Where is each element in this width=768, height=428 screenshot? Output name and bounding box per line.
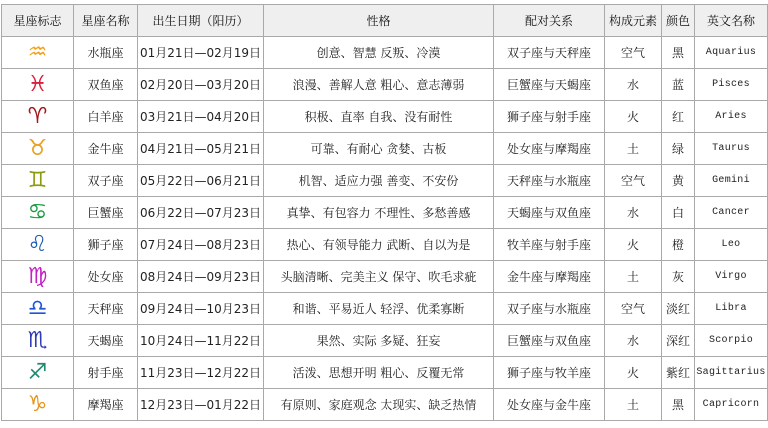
table-row [2, 133, 768, 165]
personality: 有原则、家庭观念 太现实、缺乏热情 [264, 389, 494, 421]
english-name: Virgo [695, 261, 768, 293]
personality: 头脑清晰、完美主义 保守、吹毛求疵 [264, 261, 494, 293]
compatible-signs: 天秤座与水瓶座 [494, 165, 605, 197]
personality: 真挚、有包容力 不理性、多愁善感 [264, 197, 494, 229]
english-name: Taurus [695, 133, 768, 165]
symbol-cell [2, 293, 74, 325]
symbol-cell [2, 197, 74, 229]
sign-name: 狮子座 [74, 229, 138, 261]
english-name: Gemini [695, 165, 768, 197]
table-row [2, 261, 768, 293]
sign-name: 天秤座 [74, 293, 138, 325]
color: 紫红 [662, 357, 695, 389]
virgo-icon: ♍︎ [27, 263, 48, 289]
symbol-cell [2, 261, 74, 293]
compatible-signs: 金牛座与摩羯座 [494, 261, 605, 293]
header-english-name: 英文名称 [695, 5, 768, 37]
color: 橙 [662, 229, 695, 261]
sign-name: 白羊座 [74, 101, 138, 133]
table-row [2, 69, 768, 101]
compatible-signs: 双子座与水瓶座 [494, 293, 605, 325]
birth-dates: 01月21日—02月19日 [138, 37, 264, 69]
color: 绿 [662, 133, 695, 165]
personality: 机智、适应力强 善变、不安份 [264, 165, 494, 197]
birth-dates: 10月24日—11月22日 [138, 325, 264, 357]
color: 黑 [662, 37, 695, 69]
sign-name: 射手座 [74, 357, 138, 389]
sign-name: 水瓶座 [74, 37, 138, 69]
personality: 可靠、有耐心 贪婪、古板 [264, 133, 494, 165]
header-symbol: 星座标志 [2, 5, 74, 37]
birth-dates: 12月23日—01月22日 [138, 389, 264, 421]
color: 白 [662, 197, 695, 229]
birth-dates: 04月21日—05月21日 [138, 133, 264, 165]
color: 深红 [662, 325, 695, 357]
element: 火 [605, 357, 662, 389]
element: 火 [605, 101, 662, 133]
english-name: Cancer [695, 197, 768, 229]
personality: 创意、智慧 反叛、冷漠 [264, 37, 494, 69]
element: 空气 [605, 165, 662, 197]
element: 空气 [605, 293, 662, 325]
birth-dates: 09月24日—10月23日 [138, 293, 264, 325]
cancer-icon: ♋︎ [27, 199, 48, 225]
symbol-cell [2, 229, 74, 261]
birth-dates: 06月22日—07月23日 [138, 197, 264, 229]
leo-icon: ♌︎ [27, 231, 48, 257]
sign-name: 天蝎座 [74, 325, 138, 357]
symbol-cell [2, 165, 74, 197]
compatible-signs: 处女座与金牛座 [494, 389, 605, 421]
compatible-signs: 巨蟹座与天蝎座 [494, 69, 605, 101]
sign-name: 摩羯座 [74, 389, 138, 421]
header-color: 颜色 [662, 5, 695, 37]
sign-name: 双子座 [74, 165, 138, 197]
sign-name: 巨蟹座 [74, 197, 138, 229]
symbol-cell [2, 133, 74, 165]
compatible-signs: 双子座与天秤座 [494, 37, 605, 69]
compatible-signs: 处女座与摩羯座 [494, 133, 605, 165]
table-row [2, 389, 768, 421]
table-row [2, 293, 768, 325]
birth-dates: 07月24日—08月23日 [138, 229, 264, 261]
element: 土 [605, 389, 662, 421]
color: 灰 [662, 261, 695, 293]
color: 黑 [662, 389, 695, 421]
capricorn-icon: ♑︎ [27, 391, 48, 417]
sign-name: 双鱼座 [74, 69, 138, 101]
symbol-cell [2, 37, 74, 69]
compatible-signs: 狮子座与牧羊座 [494, 357, 605, 389]
element: 水 [605, 197, 662, 229]
aquarius-icon: ♒︎ [27, 39, 48, 65]
personality: 积极、直率 自我、没有耐性 [264, 101, 494, 133]
color: 红 [662, 101, 695, 133]
element: 空气 [605, 37, 662, 69]
english-name: Sagittarius [695, 357, 768, 389]
compatible-signs: 狮子座与射手座 [494, 101, 605, 133]
element: 土 [605, 261, 662, 293]
personality: 浪漫、善解人意 粗心、意志薄弱 [264, 69, 494, 101]
personality: 活泼、思想开明 粗心、反覆无常 [264, 357, 494, 389]
element: 土 [605, 133, 662, 165]
header-row [2, 5, 768, 37]
symbol-cell [2, 69, 74, 101]
color: 黄 [662, 165, 695, 197]
element: 火 [605, 229, 662, 261]
color: 蓝 [662, 69, 695, 101]
element: 水 [605, 325, 662, 357]
birth-dates: 11月23日—12月22日 [138, 357, 264, 389]
header-sign-name: 星座名称 [74, 5, 138, 37]
personality: 果然、实际 多疑、狂妄 [264, 325, 494, 357]
english-name: Leo [695, 229, 768, 261]
header-compatibility: 配对关系 [494, 5, 605, 37]
birth-dates: 05月22日—06月21日 [138, 165, 264, 197]
zodiac-table [1, 4, 768, 421]
personality: 热心、有领导能力 武断、自以为是 [264, 229, 494, 261]
personality: 和谐、平易近人 轻浮、优柔寡断 [264, 293, 494, 325]
header-personality: 性格 [264, 5, 494, 37]
table-row [2, 197, 768, 229]
table-row [2, 325, 768, 357]
element: 水 [605, 69, 662, 101]
symbol-cell [2, 389, 74, 421]
english-name: Scorpio [695, 325, 768, 357]
birth-dates: 02月20日—03月20日 [138, 69, 264, 101]
libra-icon: ♎︎ [27, 295, 48, 321]
sign-name: 处女座 [74, 261, 138, 293]
taurus-icon: ♉︎ [27, 135, 48, 161]
table-row [2, 229, 768, 261]
english-name: Pisces [695, 69, 768, 101]
compatible-signs: 牧羊座与射手座 [494, 229, 605, 261]
sign-name: 金牛座 [74, 133, 138, 165]
table-row [2, 165, 768, 197]
symbol-cell [2, 101, 74, 133]
color: 淡红 [662, 293, 695, 325]
header-element: 构成元素 [605, 5, 662, 37]
pisces-icon: ♓︎ [27, 71, 48, 97]
compatible-signs: 巨蟹座与双鱼座 [494, 325, 605, 357]
scorpio-icon: ♏︎ [27, 327, 48, 353]
english-name: Capricorn [695, 389, 768, 421]
english-name: Libra [695, 293, 768, 325]
table-row [2, 357, 768, 389]
sagittarius-icon: ♐︎ [27, 359, 48, 385]
aries-icon: ♈︎ [27, 103, 48, 129]
birth-dates: 03月21日—04月20日 [138, 101, 264, 133]
english-name: Aries [695, 101, 768, 133]
table-row [2, 101, 768, 133]
header-birth-dates: 出生日期（阳历） [138, 5, 264, 37]
symbol-cell [2, 357, 74, 389]
birth-dates: 08月24日—09月23日 [138, 261, 264, 293]
gemini-icon: ♊︎ [27, 167, 48, 193]
english-name: Aquarius [695, 37, 768, 69]
table-row [2, 37, 768, 69]
symbol-cell [2, 325, 74, 357]
compatible-signs: 天蝎座与双鱼座 [494, 197, 605, 229]
